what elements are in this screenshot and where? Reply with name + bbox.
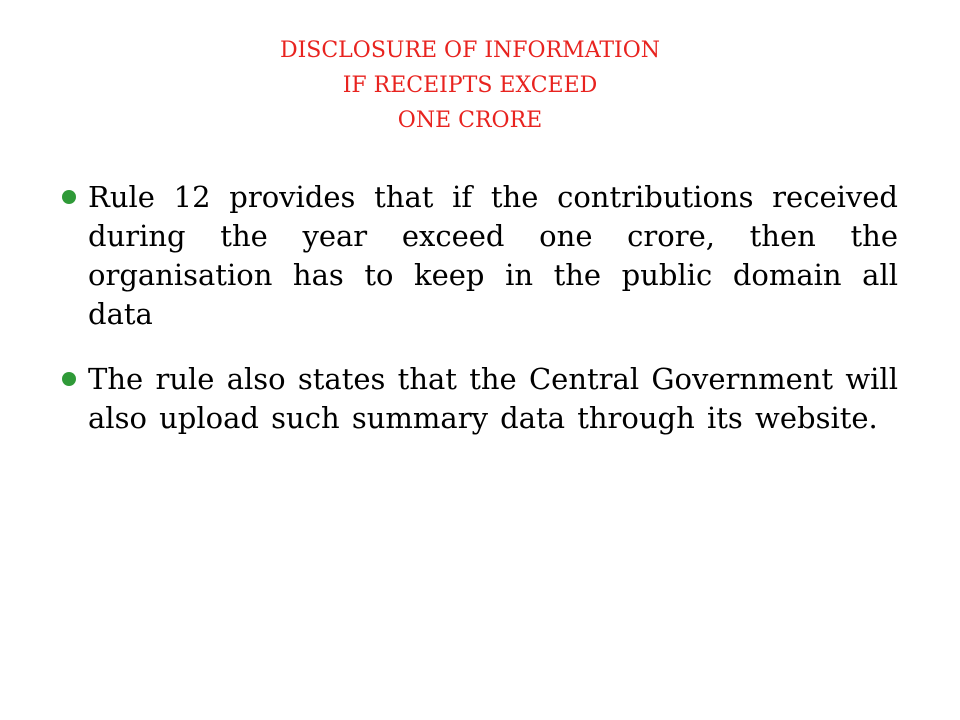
bullet-text: Rule 12 provides that if the contributions received during the year exceed one crore, then the organisation has to keep in the public domain all data [88,180,898,331]
bullet-item [60,360,898,438]
bullet-text: The rule also states that the Central Government will also upload such summary data through its website. [88,362,898,435]
bullet-dot-icon [62,372,76,386]
bullet-dot-icon [62,190,76,204]
slide-title [160,33,780,138]
bullet-list [60,178,898,464]
bullet-item [60,178,898,334]
title-line-2: IF RECEIPTS EXCEED [342,73,598,98]
title-line-1: DISCLOSURE OF INFORMATION [279,38,661,63]
title-line-3: ONE CRORE [397,108,543,133]
